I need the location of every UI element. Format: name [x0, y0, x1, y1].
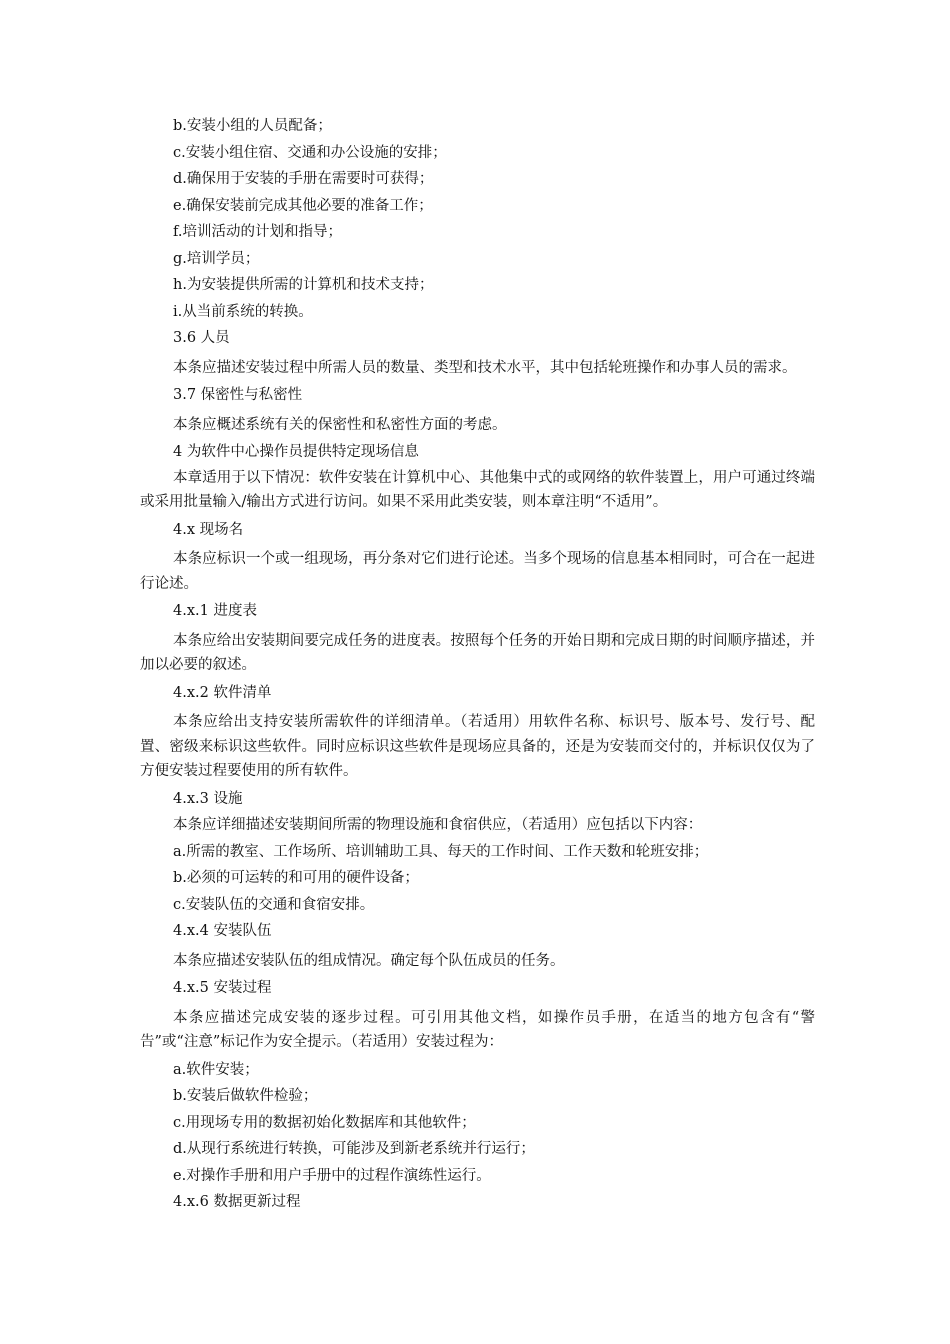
- section-heading-4-x-4: 4.x.4 安装队伍: [173, 923, 272, 939]
- section-heading-3-6: 3.6 人员: [173, 330, 230, 346]
- list-item: h.为安装提供所需的计算机和技术支持；: [173, 277, 434, 293]
- section-paragraph-3-7: 本条应概述系统有关的保密性和私密性方面的考虑。: [173, 416, 507, 433]
- section-heading-4-x-3: 4.x.3 设施: [173, 790, 243, 807]
- document-body: [140, 113, 815, 1216]
- list-item: i.从当前系统的转换。: [173, 303, 313, 320]
- section-paragraph-4-x-2: 本条应给出支持安装所需软件的详细清单。（若适用）用软件名称、标识号、版本号、发行号、配置、密级来标识这些软件。同时应标识这些软件是现场应具备的，还是为安装而交付的，并标识仅仅为了方便安装过程要使用的所有软件。: [140, 714, 815, 779]
- list-item: a.所需的教室、工作场所、培训辅助工具、每天的工作时间、工作天数和轮班安排；: [173, 843, 709, 860]
- section-heading-4-x-6: 4.x.6 数据更新过程: [173, 1194, 301, 1210]
- list-item: e.确保安装前完成其他必要的准备工作；: [173, 197, 433, 214]
- section-heading-4-x-5: 4.x.5 安装过程: [173, 980, 272, 996]
- section-intro-4-x-3: 本条应详细描述安装期间所需的物理设施和食宿供应，（若适用）应包括以下内容：: [173, 817, 703, 833]
- chapter-heading-4: 4 为软件中心操作员提供特定现场信息: [173, 444, 419, 460]
- section-paragraph-4-x-4: 本条应描述安装队伍的组成情况。确定每个队伍成员的任务。: [173, 952, 565, 969]
- list-item: g.培训学员；: [173, 250, 260, 267]
- section-heading-4-x: 4.x 现场名: [173, 521, 244, 538]
- list-item: d.确保用于安装的手册在需要时可获得；: [173, 171, 434, 187]
- section-heading-4-x-1: 4.x.1 进度表: [173, 603, 257, 619]
- section-paragraph-4-x-1: 本条应给出安装期间要完成任务的进度表。按照每个任务的开始日期和完成日期的时间顺序描述，并加以必要的叙述。: [140, 632, 815, 673]
- list-item: a.软件安装；: [173, 1061, 259, 1078]
- section-paragraph-3-6: 本条应描述安装过程中所需人员的数量、类型和技术水平，其中包括轮班操作和办事人员的需求。: [173, 359, 797, 376]
- list-item: c.安装队伍的交通和食宿安排。: [173, 896, 375, 913]
- list-item: f.培训活动的计划和指导；: [173, 224, 342, 240]
- section-heading-4-x-2: 4.x.2 软件清单: [173, 684, 272, 701]
- list-item: b.安装小组的人员配备；: [173, 118, 332, 134]
- list-item: d.从现行系统进行转换，可能涉及到新老系统并行运行；: [173, 1141, 535, 1157]
- section-heading-3-7: 3.7 保密性与私密性: [173, 387, 303, 403]
- section-paragraph-4-x-5: 本条应描述完成安装的逐步过程。可引用其他文档，如操作员手册，在适当的地方包含有“警告”或“注意”标记作为安全提示。（若适用）安装过程为：: [140, 1009, 815, 1050]
- list-item: c.安装小组住宿、交通和办公设施的安排；: [173, 144, 447, 161]
- list-item: b.必须的可运转的和可用的硬件设备；: [173, 870, 419, 886]
- section-paragraph-4-x: 本条应标识一个或一组现场，再分条对它们进行论述。当多个现场的信息基本相同时，可合在一起进行论述。: [140, 551, 815, 592]
- chapter-paragraph-4: 本章适用于以下情况：软件安装在计算机中心、其他集中式的或网络的软件装置上，用户可通过终端或采用批量输入/输出方式进行访问。如果不采用此类安装，则本章注明“不适用”。: [140, 469, 815, 510]
- list-item: c.用现场专用的数据初始化数据库和其他软件；: [173, 1114, 476, 1131]
- list-item: e.对操作手册和用户手册中的过程作演练性运行。: [173, 1167, 491, 1184]
- list-item: b.安装后做软件检验；: [173, 1088, 318, 1104]
